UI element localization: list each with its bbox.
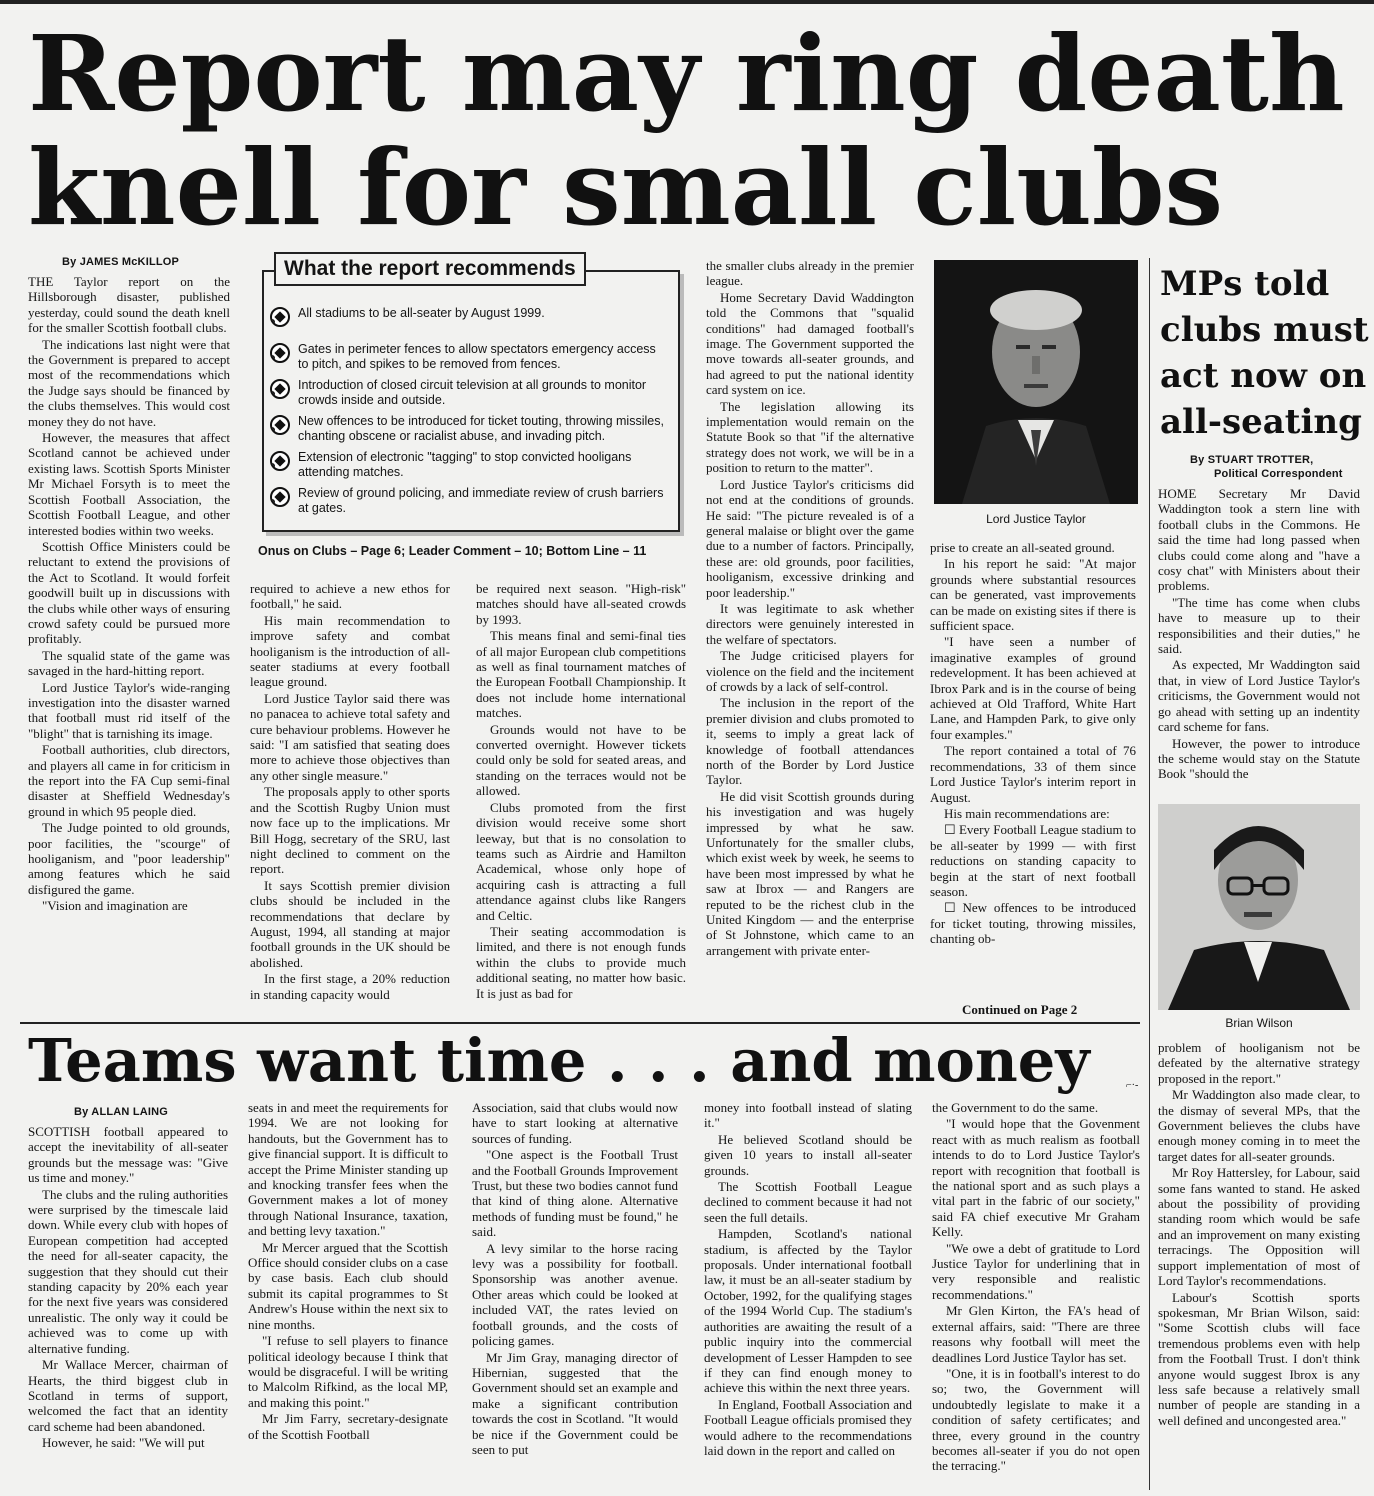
mps-column-divider: [1149, 258, 1150, 1490]
article-paragraph: Lord Justice Taylor said there was no panacea to achieve total safety and cure behaviour problems. However he said: "I am satisfied that seating does more to achieve those objectives than any other single measure.": [250, 690, 450, 783]
article-paragraph: Mr Jim Farry, secretary-designate of the Scottish Football: [248, 1411, 448, 1442]
article-paragraph: "One, it is in football's interest to do so; two, the Government will undoubtedly legislate to make it a condition of safety certificates; and three, every ground in the country becomes all-seater if you do not open the terracing.": [932, 1365, 1140, 1474]
article-paragraph: ☐ Every Football League stadium to be all-seater by 1999 — with first reductions on standing capacity to begin at the start of next football season.: [930, 822, 1136, 899]
article-paragraph: "I would hope that the Govenment react with as much realism as football intends to do to Lord Justice Taylor's report with recognition that football is the national sport and as such plays a vital part in the fabric of our society," said FA chief executive Mr Graham Kelly.: [932, 1116, 1140, 1240]
football-icon: [270, 451, 290, 471]
article-paragraph: Grounds would not have to be converted overnight. However tickets could only be sold for seated areas, and standing on the terraces would not be allowed.: [476, 721, 686, 799]
article-paragraph: SCOTTISH football appeared to accept the inevitability of all-seater grounds but the message was: "Give us time and money.": [28, 1124, 228, 1186]
teams-byline: By ALLAN LAING: [74, 1106, 169, 1118]
article-paragraph: The squalid state of the game was savaged in the hard-hitting report.: [28, 647, 230, 679]
mps-headline-line-3: act now on: [1160, 356, 1367, 396]
article-paragraph: "We owe a debt of gratitude to Lord Justice Taylor for underlining that in very responsible and realistic recommendations.": [932, 1240, 1140, 1302]
football-icon: [270, 379, 290, 399]
mps-column-bottom: [1158, 1040, 1360, 1484]
article-paragraph: Hampden, Scotland's national stadium, is affected by the Taylor proposals. Under international football law, it must be an all-seater stadium by October, 1992, for the qualifying stages of the 1994 World Cup. The stadium's authorities are awaiting the result of a public inquiry into the commercial development of Lesser Hampden to see if they can find enough money to achieve this within the next three years.: [704, 1226, 912, 1396]
article-paragraph: Lord Justice Taylor's criticisms did not end at the conditions of grounds. He said: "The picture revealed is of a general malaise or blight over the game due to a number of factors. Principally, these are: old grounds, poor facilities, hooliganism, excessive drinking and poor leadership.": [706, 476, 914, 600]
main-byline: By JAMES McKILLOP: [62, 256, 180, 268]
main-headline-line-2: knell for small clubs: [28, 126, 1224, 249]
article-paragraph: This means final and semi-final ties of all major European club competitions as well as final tournament matches of the European Football Championship. It does not include home international matches.: [476, 628, 686, 721]
article-paragraph: Mr Mercer argued that the Scottish Office should consider clubs on a case by case basis. Each club should submit its capital programmes to St Andrew's House within the next six to nine months.: [248, 1239, 448, 1332]
article-paragraph: Labour's Scottish sports spokesman, Mr Brian Wilson, said: "Some Scottish clubs will face tremendous problems even with help from the Football Trust. I don't think anyone would suggest Ibrox is any less safe because a relatively small number of people are standing in a well defined and uncongested area.": [1158, 1289, 1360, 1428]
football-icon: [270, 343, 290, 363]
article-paragraph: As expected, Mr Waddington said that, in view of Lord Justice Taylor's criticisms, the Government would not go ahead with setting up an indentity card scheme for fans.: [1158, 657, 1360, 735]
section-rule: [20, 1022, 1140, 1024]
recommendation-item: Introduction of closed circuit television at all grounds to monitor crowds inside and outside.: [264, 378, 668, 414]
mps-headline-line-1: MPs told: [1160, 264, 1330, 304]
article-paragraph: The clubs and the ruling authorities were surprised by the timescale laid down. While every club with hopes of European competition had accepted the need for all-seater capacity, the suggestion that they should cut their standing capacity by 20% each year for the next five years was considered unrealistic. The only way it could be achieved was to come up with alternative funding.: [28, 1186, 228, 1356]
article-paragraph: "The time has come when clubs have to measure up to their responsibilities and their duties," he said.: [1158, 594, 1360, 657]
brian-wilson-photo: [1158, 804, 1360, 1010]
article-paragraph: Mr Waddington also made clear, to the dismay of several MPs, that the Government believes the clubs have enough money coming in to meet the target dates for all-seater grounds.: [1158, 1087, 1360, 1164]
article-paragraph: Clubs promoted from the first division would receive some short leeway, but that is no consolation to teams such as Airdrie and Hamilton Academical, whose only hope of acquiring cash is attracting a full attendance against clubs like Rangers and Celtic.: [476, 799, 686, 923]
article-paragraph: However, the power to introduce the scheme would stay on the Statute Book "should the: [1158, 735, 1360, 782]
teams-column-3: [472, 1100, 678, 1490]
article-paragraph: It says Scottish premier division clubs should be included in the recommendations that declare by August, 1994, all standing at major football grounds in the UK should be abolished.: [250, 877, 450, 970]
portrait-image: [934, 260, 1138, 504]
article-paragraph: problem of hooliganism not be defeated by the alternative strategy proposed in the report.": [1158, 1040, 1360, 1086]
teams-column-2: [248, 1100, 448, 1490]
article-paragraph: In his report he said: "At major grounds where substantial resources can be generated, vast improvements can be made on existing sites if there is sufficient space.: [930, 556, 1136, 634]
headline-ornament: ⌐·-: [1126, 1080, 1139, 1091]
mps-byline: By STUART TROTTER,: [1190, 454, 1314, 466]
mps-headline-line-4: all-seating: [1160, 402, 1362, 442]
article-paragraph: He believed Scotland should be given 10 years to install all-seater grounds.: [704, 1131, 912, 1178]
main-headline-line-1: Report may ring death: [28, 12, 1345, 135]
article-paragraph: In England, Football Association and Football League officials promised they would adhere to the recommendations laid down in the report and called on: [704, 1396, 912, 1458]
article-paragraph: Mr Jim Gray, managing director of Hibernian, suggested that the Government should set an example and make a significant contribution towards the cost in Scotland. "It would be nice if the Government could be seen to put: [472, 1349, 678, 1457]
article-paragraph: Mr Glen Kirton, the FA's head of external affairs, said: "There are three reasons why football will meet the deadlines Lord Justice Taylor has set.: [932, 1303, 1140, 1365]
article-paragraph: "I refuse to sell players to finance political ideology because I think that would be disgraceful. I will be writing to Malcolm Rifkind, as the local MP, and making this point.": [248, 1333, 448, 1410]
article-paragraph: be required next season. "High-risk" matches should have all-seated crowds by 1993.: [476, 581, 686, 627]
recommendation-item: New offences to be introduced for ticket touting, throwing missiles, chanting obscene or racialist abuse, and invading pitch.: [264, 414, 668, 450]
football-icon: [270, 487, 290, 507]
article-paragraph: "I have seen a number of imaginative examples of ground redevelopment. It has been achieved at Ibrox Park and is in the course of being achieved at Old Trafford, White Hart Lane, and Hampden Park, to give only four examples.": [930, 634, 1136, 742]
article-paragraph: THE Taylor report on the Hillsborough disaster, published yesterday, could sound the death knell for the smaller Scottish football clubs.: [28, 274, 230, 336]
article-paragraph: However, he said: "We will put: [42, 1435, 205, 1451]
article-paragraph: It was legitimate to ask whether directors were genuinely interested in the welfare of spectators.: [706, 600, 914, 647]
mps-column-top: [1158, 486, 1360, 794]
article-paragraph: However, the measures that affect Scotland cannot be achieved under existing laws. Scottish Sports Minister Mr Michael Forsyth is to meet the Scottish Football Association, the Scottish Football League, and other interested bodies within two weeks.: [28, 430, 230, 538]
article-paragraph: The inclusion in the report of the premier division and clubs promoted to it, seems to imply a great lack of knowledge of football attendances north of the Border by Lord Justice Taylor.: [706, 695, 914, 788]
article-paragraph: "Vision and imagination are: [42, 898, 188, 914]
portrait-image: [1158, 804, 1360, 1010]
recommendations-list: [264, 306, 668, 522]
article-paragraph: seats in and meet the requirements for 1994. We are not looking for handouts, but the Government has to give financial support. It is difficult to accept the Prime Minister standing up and knocking transfer fees when the Government makes a lot of money through National Insurance, taxation, and betting levy taxation.": [248, 1100, 448, 1239]
teams-column-4: [704, 1100, 912, 1490]
lord-justice-taylor-photo: [934, 260, 1138, 504]
main-column-3: [476, 581, 686, 1019]
article-paragraph: Association, said that clubs would now have to start looking at alternative sources of funding.: [472, 1100, 678, 1146]
wilson-photo-caption: Brian Wilson: [1225, 1016, 1293, 1030]
article-paragraph: He did visit Scottish grounds during his investigation and was hugely impressed by what he saw. Unfortunately for the smaller clubs, which exist week by week, he seems to have been most impressed by what he saw at Ibrox — and Rangers are reputed to be the richest club in the United Kingdom — and the enterprise of St Johnstone, which came to an arrangement with private enter-: [706, 788, 914, 958]
article-paragraph: Scottish Office Ministers could be reluctant to extend the provisions of the Act to Scotland. It would forfeit goodwill built up in discussions with the clubs while other ways of ensuring crowd safety could be pursued more profitably.: [28, 538, 230, 647]
article-paragraph: Lord Justice Taylor's wide-ranging investigation into the disaster warned that football must rid itself of the "blight" that is tarnishing its image.: [28, 679, 230, 741]
main-column-1: [28, 274, 230, 1019]
article-paragraph: His main recommendation to improve safety and combat hooliganism is the introduction of all-seater stadiums at every football league ground.: [250, 612, 450, 690]
article-paragraph: The indications last night were that the Government is prepared to accept most of the recommendations which the Judge says should be financed by the clubs themselves. This would cost money they do not have.: [28, 336, 230, 429]
continued-on-page-2: Continued on Page 2: [962, 1002, 1078, 1017]
teams-column-1: [28, 1124, 228, 1490]
article-paragraph: The report contained a total of 76 recommendations, 33 of them since Lord Justice Taylor's interim report in August.: [930, 743, 1136, 805]
article-paragraph: The legislation allowing its implementation would remain on the Statute Book so that "if the alternative strategy does not work, we will be in a position to return to the matter".: [706, 398, 914, 476]
article-paragraph: ☐ New offences to be introduced for ticket touting, throwing missiles, chanting ob-: [930, 900, 1136, 947]
article-paragraph: HOME Secretary Mr David Waddington took a stern line with football clubs in the Commons. He said the time had long passed when clubs could come along and "have a cosy chat" with Ministers about their problems.: [1158, 486, 1360, 594]
taylor-photo-caption: Lord Justice Taylor: [986, 512, 1086, 526]
article-paragraph: The proposals apply to other sports and the Scottish Rugby Union must now face up to the implications. Mr Bill Hogg, secretary of the SRU, last night declined to comment on the report.: [250, 784, 450, 877]
recommendation-item: All stadiums to be all-seater by August 1999.: [264, 306, 668, 342]
recommendations-box: [262, 257, 680, 532]
article-paragraph: Mr Roy Hattersley, for Labour, said some fans wanted to stand. He asked about the possibility of providing standing room which would be safe and an improvement on many existing terracings. The Opposition will support implementation of most of Lord Taylor's recommendations.: [1158, 1165, 1360, 1289]
article-paragraph: Mr Wallace Mercer, chairman of Hearts, the third biggest club in Scotland in terms of support, welcomed the fact that an identity card scheme had been abandoned.: [28, 1357, 228, 1434]
article-paragraph: the Government to do the same.: [932, 1100, 1099, 1115]
article-paragraph: "One aspect is the Football Trust and the Football Grounds Improvement Trust, but these two bodies cannot fund that kind of thing alone. Alternative methods of funding must be found," he said.: [472, 1147, 678, 1240]
article-paragraph: the smaller clubs already in the premier league.: [706, 258, 914, 289]
article-paragraph: Football authorities, club directors, and players all came in for criticism in the report into the FA Cup semi-final disaster at Sheffield Wednesday's ground in which 95 people died.: [28, 742, 230, 819]
article-paragraph: A levy similar to the horse racing levy was a possibility for football. Sponsorship was another avenue. Other areas which could be looked at included VAT, the rates levied on football grounds, and the costs of policing games.: [472, 1240, 678, 1349]
article-paragraph: The Judge pointed to old grounds, poor facilities, the "scourge" of hooliganism, and "poor leadership" among features which he said disfigured the game.: [28, 820, 230, 897]
article-paragraph: In the first stage, a 20% reduction in standing capacity would: [250, 971, 450, 1002]
mps-byline-role: Political Correspondent: [1214, 468, 1343, 480]
article-paragraph: The Judge criticised players for violence on the field and the incitement of crowds by a lack of self-control.: [706, 648, 914, 694]
main-column-5: [930, 540, 1136, 998]
article-paragraph: prise to create an all-seated ground.: [930, 540, 1115, 555]
main-column-4: [706, 258, 914, 1019]
onus-cross-references: Onus on Clubs – Page 6; Leader Comment – 10; Bottom Line – 11: [258, 544, 647, 558]
recommendation-item: Gates in perimeter fences to allow spectators emergency access to pitch, and spikes to be removed from fences.: [264, 342, 668, 378]
teams-headline: Teams want time . . . and money: [28, 1026, 1090, 1095]
main-column-2: [250, 581, 450, 1019]
masthead-strip: [0, 0, 1374, 4]
football-icon: [270, 307, 290, 327]
article-paragraph: Their seating accommodation is limited, and there is not enough funds within the clubs to provide much additional seating, no matter how basic. It is just as bad for: [476, 923, 686, 1001]
article-paragraph: Home Secretary David Waddington told the Commons that "squalid conditions" had damaged football's image. The Government supported the move towards all-seater grounds, and had agreed to put the national identity card system on ice.: [706, 289, 914, 398]
article-paragraph: The Scottish Football League declined to comment because it had not seen the full details.: [704, 1179, 912, 1225]
recommendations-box-title: What the report recommends: [274, 252, 586, 286]
article-paragraph: required to achieve a new ethos for football," he said.: [250, 581, 450, 612]
teams-column-5: [932, 1100, 1140, 1490]
mps-headline-line-2: clubs must: [1160, 310, 1369, 350]
recommendation-item: Review of ground policing, and immediate review of crush barriers at gates.: [264, 486, 668, 522]
article-paragraph: His main recommendations are:: [944, 805, 1110, 821]
football-icon: [270, 415, 290, 435]
recommendation-item: Extension of electronic "tagging" to stop convicted hooligans attending matches.: [264, 450, 668, 486]
article-paragraph: money into football instead of slating it.": [704, 1100, 912, 1131]
